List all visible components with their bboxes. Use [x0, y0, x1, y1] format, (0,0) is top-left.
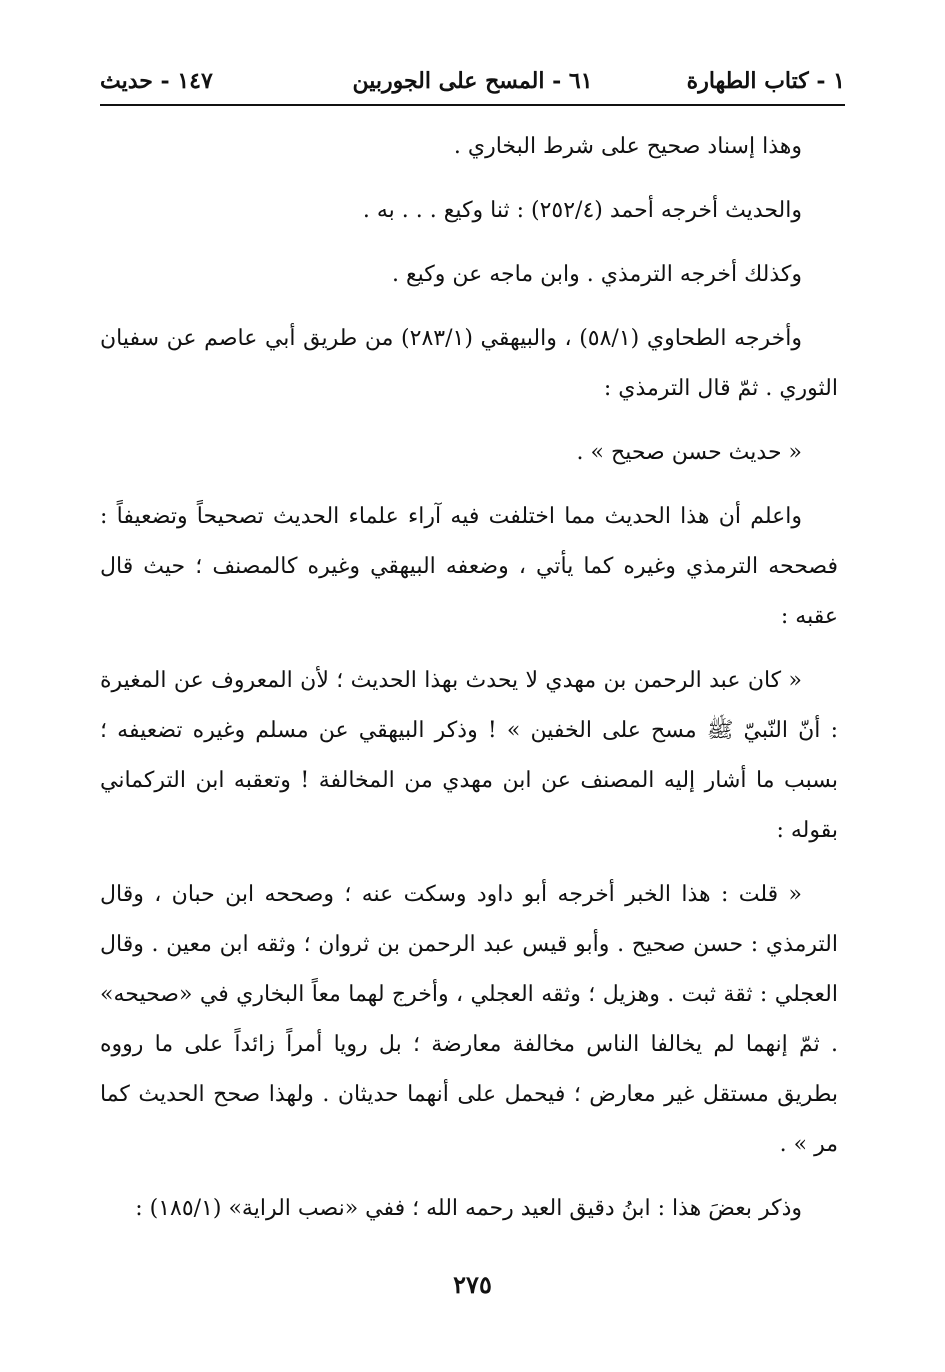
paragraph-4: وأخرجه الطحاوي (٥٨/١) ، والبيهقي (٢٨٣/١) من طريق أبي عاصم عن سفيان الثوري . ثمّ قال الترمذي : [100, 326, 838, 401]
header-hadith-number: ١٤٧ - حديث [100, 68, 213, 94]
paragraph-5-quote: « حديث حسن صحيح » . [576, 440, 802, 465]
header-divider [100, 104, 845, 106]
paragraph-8-quote: « قلت : هذا الخبر أخرجه أبو داود وسكت عنه ؛ وصححه ابن حبان ، وقال الترمذي : حسن صحيح . وأبو قيس عبد الرحمن بن ثروان ؛ وثقه ابن معين . وقال العجلي : ثقة ثبت . وهزيل ؛ وثقه العجلي ، وأخرج لهما معاً البخاري في «صحيحه» . ثمّ إنهما لم يخالفا الناس مخالفة معارضة ؛ بل رويا أمراً زائداً على ما رووه بطريق مستقل غير معارض ؛ فيحمل على أنهما حديثان . ولهذا صحح الحديث كما مر » . [100, 882, 838, 1157]
header-chapter-title: ٦١ - المسح على الجوربين [352, 68, 593, 94]
paragraph-1: وهذا إسناد صحيح على شرط البخاري . [453, 134, 802, 159]
paragraph-9: وذكر بعضَ هذا : ابنُ دقيق العيد رحمه الله ؛ ففي «نصب الراية» (١٨٥/١) : [135, 1196, 802, 1221]
page-body [100, 122, 838, 1234]
page-number: ٢٧٥ [453, 1270, 492, 1299]
running-header [100, 64, 845, 100]
paragraph-3: وكذلك أخرجه الترمذي . وابن ماجه عن وكيع . [391, 262, 802, 287]
paragraph-2: والحديث أخرجه أحمد (٢٥٢/٤) : ثنا وكيع . . . به . [362, 198, 802, 223]
paragraph-6: واعلم أن هذا الحديث مما اختلفت فيه آراء علماء الحديث تصحيحاً وتضعيفاً : فصححه الترمذي وغيره كما يأتي ، وضعفه البيهقي وغيره كالمصنف ؛ حيث قال عقبه : [100, 504, 838, 629]
header-book-title: ١ - كتاب الطهارة [686, 68, 845, 94]
paragraph-7-quote: « كان عبد الرحمن بن مهدي لا يحدث بهذا الحديث ؛ لأن المعروف عن المغيرة : أنّ النّبيّ ﷺ مسح على الخفين » ! وذكر البيهقي عن مسلم وغيره تضعيفه ؛ بسبب ما أشار إليه المصنف عن ابن مهدي من المخالفة ! وتعقبه ابن التركماني بقوله : [100, 668, 839, 843]
